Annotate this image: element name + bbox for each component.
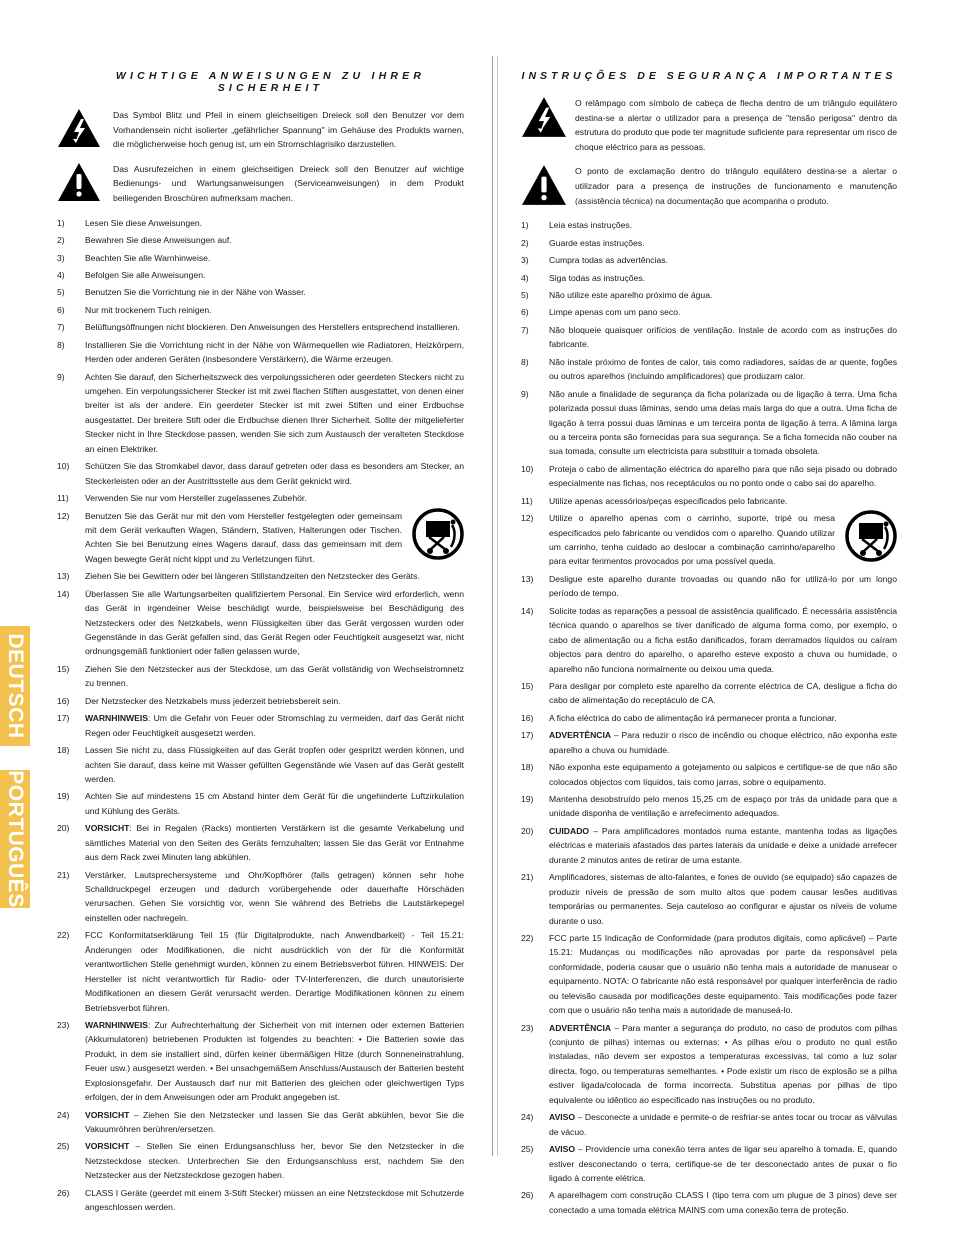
- portuguese-section-title: INSTRUÇÕES DE SEGURANÇA IMPORTANTES: [521, 70, 897, 82]
- item-body: Verstärker, Lautsprechersysteme und Ohr/Kopfhörer (falls getragen) können sehr hohe Schalldruckpegel erzeugen und dadurch vorübergehende oder dauerhafte Hörschäden verursachen. Gehen Sie vorsichtig vor, wenn Sie während des Betriebs die Lautstärkepegel einstellen oder nachregeln.: [85, 869, 464, 923]
- german-item-3: [57, 251, 464, 265]
- item-warning-label: WARNHINWEIS: [85, 713, 149, 724]
- item-number: 23): [57, 1019, 70, 1030]
- item-body: Schützen Sie das Stromkabel davor, dass darauf getreten oder dass es besonders am Stecker, an Steckerleisten oder an der Austrittsstelle aus dem Gerät geknickt wird.: [85, 461, 464, 486]
- portuguese-item-6: [521, 305, 897, 319]
- item-body: – Desconecte a unidade e permite-o de resfriar-se antes tocar ou trocar as válvulas de vácuo.: [549, 1112, 897, 1137]
- item-body: Não utilize este aparelho próximo de água.: [549, 290, 713, 301]
- portuguese-item-22: [521, 931, 897, 1018]
- item-text: [85, 320, 464, 334]
- portuguese-item-24: [521, 1110, 897, 1139]
- german-item-7: [57, 320, 464, 334]
- item-body: FCC parte 15 Indicação de Conformidade (para produtos digitais, como aplicável) – Parte 15.21: Mudanças ou modificações não aprovadas por parte da responsável pela conformidade, poderia causar que o usuário não tenha mais a autoridade de manusear o equipamento. NOTA: O fabricante não está responsável por qualquer interferência de radio ou televisão causada por modificações deste equipamento. Tais modificações pode fazer com que o usuário não tenha mais a autoridade de manuseá-lo.: [549, 932, 897, 1016]
- item-number: 25): [521, 1144, 534, 1155]
- item-body: Não instale próximo de fontes de calor, tais como radiadores, saídas de ar quente, fogões ou outros aparelhos (incluindo amplificadores) que produzam calor.: [549, 356, 897, 382]
- item-number: 9): [521, 388, 529, 399]
- item-warning-label: ADVERTÊNCIA: [549, 1022, 612, 1033]
- item-number: 6): [521, 307, 529, 318]
- item-body: – Para reduzir o risco de incêndio ou choque eléctrico, não exponha este aparelho a chuva ou humidade.: [549, 730, 897, 755]
- exclamation-symbol-block: [57, 162, 464, 206]
- item-body: FCC Konformitatserklärung Teil 15 (für Digitalprodukte, nach Anwendbarkeit) - Teil 15.21: Änderungen oder Modifikationen, die nicht ausdrücklich von der für die Konformität verantwortlichen Stelle genehmigt wurden, können zu einem Betriebsverbot führen. HINWEIS: Der Hersteller ist nicht verantwortlich für Radio- oder TV-Interferenzen, die durch unautorisierte Modifikationen an diesem Gerät verursacht werden. Derartige Modifikationen können zu einem Betriebsverbot führen.: [85, 930, 464, 1013]
- item-body: Beachten Sie alle Warnhinweise.: [85, 252, 211, 263]
- item-body: : Um die Gefahr von Feuer oder Stromschlag zu vermeiden, darf das Gerät nicht Regen oder Feuchtigkeit ausgesetzt werden.: [85, 713, 464, 738]
- item-text: [85, 1186, 464, 1215]
- portuguese-item-8: [521, 355, 897, 384]
- item-number: 5): [57, 287, 65, 298]
- language-tab-deutsch-label: DEUTSCH: [4, 633, 27, 739]
- item-body: Solicite todas as reparações a pessoal de assistência qualificado. É necessária assistência técnica quando o aparelhos se tiver danificado de alguma forma como, por exemplo, o cabo de alimentação ou a ficha estão danificados, foram derramados líquidos ou caíram objectos para dentro do aparelho, o aparelho esteve exposto a chuva ou humidade, o aparelho não funciona normalmente ou deixou uma queda.: [549, 605, 897, 674]
- german-item-17: [57, 711, 464, 740]
- item-text: [85, 251, 464, 265]
- item-number: 16): [521, 712, 534, 723]
- item-text: [85, 928, 464, 1015]
- item-text: [549, 572, 897, 601]
- portuguese-item-11: [521, 494, 897, 508]
- portuguese-item-21: [521, 870, 897, 928]
- item-warning-label: VORSICHT: [85, 823, 130, 834]
- german-item-8: [57, 338, 464, 367]
- item-body: – Para amplificadores montados numa estante, mantenha todas as ligações eléctricas e materiais afastados das partes laterais da unidade e deixe a unidade arrefecer durante 2 minutos antes de retirar de uma estante.: [549, 825, 897, 865]
- language-tab-portugues[interactable]: [0, 770, 30, 908]
- item-text: [549, 1142, 897, 1185]
- item-body: Leia estas instruções.: [549, 220, 633, 231]
- lightning-warning-icon: [521, 96, 567, 138]
- item-body: Befolgen Sie alle Anweisungen.: [85, 269, 206, 280]
- item-number: 21): [57, 869, 70, 880]
- portuguese-item-19: [521, 792, 897, 821]
- german-item-24: [57, 1108, 464, 1137]
- german-item-16: [57, 694, 464, 708]
- item-body: CLASS I Geräte (geerdet mit einem 3-Stift Stecker) müssen an eine Netzsteckdose mit Schutzerde angeschlossen werden.: [85, 1187, 464, 1213]
- item-warning-label: AVISO: [549, 1112, 576, 1123]
- column-divider: [492, 56, 493, 1156]
- item-text: [549, 236, 897, 250]
- item-warning-label: AVISO: [549, 1144, 576, 1155]
- item-text: [85, 1139, 464, 1182]
- cart-item-wrap: [549, 511, 897, 569]
- german-item-13: [57, 569, 464, 583]
- item-body: – Para manter a segurança do produto, no caso de produtos com pilhas (conjunto de pilhas) internas ou externas: • As pilhas e/ou o produto no qual estão instaladas, não devem ser expostos a temperaturas excessivas, tal como a luz solar directa, fogo, ou temperaturas semelhantes. • Pode existir um risco de explosão se a pilha estiver ligada/colocada de forma incorrecta. Substitua apenas por pilhas de tipo equivalente ou idêntico ao especificado nas instruções ou no produto.: [549, 1022, 897, 1105]
- portuguese-item-20: [521, 824, 897, 867]
- lightning-symbol-block: [521, 96, 897, 154]
- item-text: [85, 370, 464, 457]
- german-item-4: [57, 268, 464, 282]
- item-number: 10): [521, 463, 534, 474]
- german-item-2: [57, 233, 464, 247]
- portuguese-item-12: [521, 511, 897, 569]
- item-text: [85, 1018, 464, 1105]
- item-warning-label: VORSICHT: [85, 1141, 130, 1152]
- item-body: : Bei in Regalen (Racks) montierten Verstärkern ist die gesamte Verkabelung und sämtliches Material von den Seiten des Geräts fernzuhalten; lassen Sie das Gerät vor Entnahme aus dem Rack zwei Minuten lang abkühlen.: [85, 823, 464, 863]
- item-text: [549, 462, 897, 491]
- item-number: 19): [57, 791, 70, 802]
- item-text: [549, 824, 897, 867]
- item-body: Lesen Sie diese Anweisungen.: [85, 217, 203, 228]
- item-warning-label: VORSICHT: [85, 1109, 130, 1120]
- item-body: Benutzen Sie das Gerät nur mit den vom Hersteller festgelegten oder gemeinsam mit dem Gerät verkauften Wagen, Ständern, Stativen, Halterungen oder Tischen. Achten Sie bei Benutzung eines Wagens darauf, dass das gemeinsam mit dem Wagen bewegte Gerät nicht kippt und zu Verletzungen führt.: [85, 510, 402, 564]
- item-text: [85, 338, 464, 367]
- german-section-title: WICHTIGE ANWEISUNGEN ZU IHRER SICHERHEIT: [115, 70, 426, 94]
- item-text: [85, 711, 464, 740]
- item-number: 22): [57, 930, 70, 941]
- item-number: 3): [521, 255, 529, 266]
- item-text: [85, 509, 402, 567]
- german-item-25: [57, 1139, 464, 1182]
- german-item-23: [57, 1018, 464, 1105]
- exclamation-symbol-description: Das Ausrufezeichen in einem gleichseitigen Dreieck soll den Benutzer auf wichtige Bedienungs- und Wartungsanweisungen (Serviceanweisungen) in dem Produkt beiliegenden Broschüren aufmerksam machen.: [113, 163, 464, 204]
- item-body: – Stellen Sie einen Erdungsanschluss her, bevor Sie den Netzstecker in die Netzsteckdose stecken. Unterbrechen Sie den Erdungsanschluss erst, nachdem Sie den Netzstecker aus der Netzsteckdose gezogen haben.: [85, 1141, 464, 1181]
- exclamation-symbol-description: O ponto de exclamação dentro do triângulo equilátero destina-se a alertar o utilizador para a presença de instruções de funcionamento e manutenção (assistência técnica) na documentação que acompanha o produto.: [575, 166, 897, 206]
- item-body: Cumpra todas as advertências.: [549, 255, 668, 266]
- portuguese-item-4: [521, 271, 897, 285]
- item-body: Não exponha este equipamento a gotejamento ou salpicos e certifique-se de que não são colocados objectos com líquidos, tais como jarras, sobre o equipamento.: [549, 762, 897, 787]
- item-text: [85, 216, 464, 230]
- item-text: [85, 303, 464, 317]
- item-text: [85, 743, 464, 786]
- item-number: 7): [57, 322, 65, 333]
- item-text: [85, 459, 464, 488]
- portuguese-item-1: [521, 218, 897, 232]
- item-text: [549, 792, 897, 821]
- exclamation-symbol-block: [521, 164, 897, 208]
- portuguese-item-9: [521, 387, 897, 459]
- item-body: Desligue este aparelho durante trovoadas ou quando não for utilizá-lo por um longo período de tempo.: [549, 573, 897, 599]
- item-body: Installieren Sie die Vorrichtung nicht in der Nähe von Wärmequellen wie Radiatoren, Heizkörpern, Herden oder anderen Geräten (insbesondere Verstärkern), die Wärme erzeugen.: [85, 339, 464, 365]
- exclamation-warning-icon: [521, 164, 567, 206]
- item-text: [85, 694, 464, 708]
- item-number: 5): [521, 290, 529, 301]
- item-body: Utilize apenas acessórios/peças especificados pelo fabricante.: [549, 495, 788, 506]
- item-number: 11): [57, 493, 69, 504]
- item-number: 12): [57, 510, 70, 521]
- portuguese-item-26: [521, 1188, 897, 1217]
- cart-item-wrap: [85, 509, 464, 567]
- item-body: Amplificadores, sistemas de alto-falantes, e fones de ouvido (se equipado) são capazes de produzir níveis de pressão de som muito altos que podem causar lesões auditivas temporárias ou permanentes. Seja cauteloso ao configurar e ajustar os níveis de volume durante o uso.: [549, 872, 897, 926]
- item-body: – Ziehen Sie den Netzstecker und lassen Sie das Gerät abkühlen, bevor Sie die Vakuumröhren berühren/ersetzen.: [85, 1109, 464, 1135]
- german-item-20: [57, 821, 464, 864]
- portuguese-item-25: [521, 1142, 897, 1185]
- portuguese-item-18: [521, 760, 897, 789]
- item-number: 11): [521, 495, 533, 506]
- item-body: Achten Sie auf mindestens 15 cm Abstand hinter dem Gerät für die ungehinderte Luftzirkulation und Kühlung des Geräts.: [85, 791, 464, 816]
- item-text: [549, 604, 897, 676]
- item-body: Der Netzstecker des Netzkabels muss jederzeit betriebsbereit sein.: [85, 695, 341, 706]
- item-body: A ficha eléctrica do cabo de alimentação irá permanecer pronta a funcionar.: [549, 712, 837, 723]
- item-number: 14): [57, 588, 70, 599]
- portuguese-item-7: [521, 323, 897, 352]
- item-number: 13): [521, 573, 534, 584]
- language-tab-portugues-label: PORTUGUÊS: [4, 770, 27, 908]
- german-item-26: [57, 1186, 464, 1215]
- lightning-symbol-description: Das Symbol Blitz und Pfeil in einem gleichseitigen Dreieck soll den Benutzer vor dem Vorhandensein nicht isolierter „gefährlicher Spannung" im Gehäuse des Produkts warnen, die möglicherweise hoch genug ist, um ein Stromschlagrisiko darzustellen.: [113, 110, 464, 150]
- german-item-22: [57, 928, 464, 1015]
- item-body: Lassen Sie nicht zu, dass Flüssigkeiten auf das Gerät tropfen oder gespritzt werden können, und achten Sie darauf, dass keine mit Wasser gefüllten Gegenstände wie Vasen auf das Gerät gestellt werden.: [85, 745, 464, 784]
- item-text: [549, 218, 897, 232]
- german-item-5: [57, 285, 464, 299]
- item-text: [549, 728, 897, 757]
- item-body: Utilize o aparelho apenas com o carrinho, suporte, tripé ou mesa especificados pelo fabricante ou vendidos com o aparelho. Quando utilizar um carrinho, tenha cuidado ao deslocar a combinação carrinho/aparelho para evitar ferimentos provocados por uma possível queda.: [549, 513, 835, 567]
- portuguese-item-3: [521, 253, 897, 267]
- german-section: [57, 70, 464, 1218]
- item-text: [85, 1108, 464, 1137]
- item-number: 26): [57, 1187, 70, 1198]
- item-number: 20): [57, 823, 70, 834]
- portuguese-instruction-list: [521, 218, 897, 1217]
- item-text: [85, 233, 464, 247]
- item-text: [549, 760, 897, 789]
- item-text: [85, 587, 464, 659]
- portuguese-item-15: [521, 679, 897, 708]
- item-body: Benutzen Sie die Vorrichtung nie in der Nähe von Wasser.: [85, 287, 306, 298]
- item-number: 25): [57, 1141, 70, 1152]
- item-text: [85, 569, 464, 583]
- item-body: Não bloqueie quaisquer orifícios de ventilação. Instale de acordo com as instruções do fabricante.: [549, 324, 897, 350]
- item-body: Não anule a finalidade de segurança da ficha polarizada ou de ligação à terra. Uma ficha polarizada possui duas lâminas, sendo uma delas mais larga do que a outra. Uma ficha de ligação à terra possui duas lâminas e um terceira ponta de ligação à terra. A lâmina larga ou a terceira ponta são fornecidas para sua segurança. Se a ficha fornecida não couber na sua tomada, consulte um electricista para substituir a tomada obsoleta.: [549, 388, 897, 457]
- item-number: 8): [57, 339, 65, 350]
- item-number: 14): [521, 605, 534, 616]
- item-text: [549, 1188, 897, 1217]
- german-item-14: [57, 587, 464, 659]
- german-item-21: [57, 868, 464, 926]
- item-text: [85, 285, 464, 299]
- item-body: Bewahren Sie diese Anweisungen auf.: [85, 235, 232, 246]
- item-number: 9): [57, 371, 65, 382]
- item-text: [85, 662, 464, 691]
- item-text: [549, 387, 897, 459]
- item-number: 1): [57, 217, 65, 228]
- item-body: Verwenden Sie nur vom Hersteller zugelassenes Zubehör.: [85, 493, 307, 504]
- item-body: – Providencie uma conexão terra antes de ligar seu aparelho à tomada. E, quando estiver desconectando o terra, certifique-se de ter desconectado antes de puxar o fio ligado à corrente elétrica.: [549, 1144, 897, 1183]
- portuguese-item-2: [521, 236, 897, 250]
- german-item-12: [57, 509, 464, 567]
- item-text: [85, 789, 464, 818]
- item-number: 24): [57, 1109, 70, 1120]
- item-number: 6): [57, 304, 65, 315]
- item-body: : Zur Aufrechterhaltung der Sicherheit von mit internen oder externen Batterien (Akkumulatoren) betriebenen Produkten ist folgendes zu beachten: • Die Batterien sowie das Produkt, in dem sie installiert sind, dürfen keiner übermäßigen Hitze (durch Sonneneinstrahlung, Feuer usw.) ausgesetzt werden. • Bei unsachgemäßem Anschluss/Austausch der Batterien besteht Explosionsgefahr. Der Austausch darf nur mit Batterien des gleichen oder gleichwertigen Typs erfolgen, der in dem Anweisungen oder am Produkt angegeben ist.: [85, 1019, 464, 1103]
- item-text: [85, 491, 464, 505]
- item-body: Nur mit trockenem Tuch reinigen.: [85, 304, 212, 315]
- item-text: [549, 323, 897, 352]
- german-item-19: [57, 789, 464, 818]
- item-body: Achten Sie darauf, den Sicherheitszweck des verpolungssicheren oder geerdeten Steckers nicht zu umgehen. Ein verpolungssicherer Stecker ist mit zwei flachen Stiften ausgestattet, von denen einer breiter ist als der andere. Ein geerdeter Stecker ist mit zwei Stiften und einer Erdbuchse ausgestattet. Der breitere Stift oder die Erdbuchse dienen Ihrer Sicherheit. Sollte der mitgelieferter Stecker nicht in Ihre Steckdose passen, wenden Sie sich zum Austausch der veralteten Steckdose an einen Elektriker.: [85, 371, 464, 454]
- item-number: 10): [57, 461, 70, 472]
- portuguese-item-13: [521, 572, 897, 601]
- item-body: Siga todas as instruções.: [549, 272, 646, 283]
- item-text: [549, 494, 897, 508]
- item-text: [85, 821, 464, 864]
- item-number: 15): [521, 680, 534, 691]
- german-item-6: [57, 303, 464, 317]
- item-warning-label: ADVERTÊNCIA: [549, 730, 612, 741]
- item-number: 20): [521, 825, 534, 836]
- item-text: [549, 870, 897, 928]
- item-text: [549, 355, 897, 384]
- item-body: Ziehen Sie bei Gewittern oder bei längeren Stillstandzeiten den Netzstecker des Geräts.: [85, 571, 420, 582]
- item-text: [85, 868, 464, 926]
- item-text: [549, 1110, 897, 1139]
- item-text: [549, 271, 897, 285]
- item-number: 8): [521, 356, 529, 367]
- german-item-9: [57, 370, 464, 457]
- portuguese-item-17: [521, 728, 897, 757]
- german-item-18: [57, 743, 464, 786]
- item-body: Ziehen Sie den Netzstecker aus der Steckdose, um das Gerät vollständig von Wechselstromnetz zu trennen.: [85, 663, 464, 689]
- item-text: [549, 511, 835, 569]
- portuguese-item-10: [521, 462, 897, 491]
- item-body: Proteja o cabo de alimentação eléctrica do aparelho para que não seja pisado ou dobrado especialmente nas fichas, nos receptáculos ou no ponto onde o cabo sai do aparelho.: [549, 463, 897, 489]
- item-number: 22): [521, 932, 534, 943]
- item-number: 12): [521, 513, 534, 524]
- item-number: 16): [57, 695, 70, 706]
- item-warning-label: CUIDADO: [549, 825, 590, 836]
- item-number: 2): [57, 235, 65, 246]
- item-body: Belüftungsöffnungen nicht blockieren. Den Anweisungen des Herstellers entsprechend installieren.: [85, 322, 460, 333]
- item-text: [85, 268, 464, 282]
- portuguese-item-14: [521, 604, 897, 676]
- item-number: 19): [521, 794, 534, 805]
- item-text: [549, 253, 897, 267]
- portuguese-item-5: [521, 288, 897, 302]
- cart-tip-over-icon: [412, 507, 464, 565]
- language-tab-deutsch[interactable]: [0, 626, 30, 746]
- lightning-symbol-block: [57, 108, 464, 152]
- item-number: 21): [521, 872, 534, 883]
- lightning-warning-icon: [57, 108, 101, 148]
- column-divider-inner: [497, 56, 498, 1156]
- item-text: [549, 305, 897, 319]
- item-number: 7): [521, 324, 529, 335]
- item-number: 4): [57, 269, 65, 280]
- portuguese-item-23: [521, 1021, 897, 1108]
- item-number: 3): [57, 252, 65, 263]
- item-body: Guarde estas instruções.: [549, 237, 645, 248]
- german-item-11: [57, 491, 464, 505]
- item-number: 4): [521, 272, 529, 283]
- item-body: Überlassen Sie alle Wartungsarbeiten qualifiziertem Personal. Ein Service wird erforderlich, wenn das Gerät in irgendeiner Weise beschädigt wurde, beispielsweise bei Beschädigung des Netzsteckers oder des Netzkabels, wenn Flüssigkeiten über das Gerät vergossen wurden oder Gegenstände in das Gerät gefallen sind, das Gerät Regen oder Feuchtigkeit ausgesetzt war, nicht ordnungsgemäß funktioniert oder fallen gelassen wurde,: [85, 588, 464, 657]
- german-item-15: [57, 662, 464, 691]
- item-number: 15): [57, 663, 70, 674]
- item-text: [549, 931, 897, 1018]
- item-text: [549, 1021, 897, 1108]
- cart-tip-over-icon: [845, 509, 897, 567]
- item-text: [549, 288, 897, 302]
- item-warning-label: WARNHINWEIS: [85, 1019, 149, 1030]
- item-text: [549, 679, 897, 708]
- item-number: 18): [521, 762, 534, 773]
- item-body: Para desligar por completo este aparelho da corrente eléctrica de CA, desligue a ficha do cabo de alimentação do receptáculo de CA.: [549, 680, 897, 706]
- exclamation-warning-icon: [57, 162, 101, 202]
- item-number: 18): [57, 745, 70, 756]
- item-text: [549, 711, 897, 725]
- portuguese-item-16: [521, 711, 897, 725]
- german-item-10: [57, 459, 464, 488]
- item-body: Limpe apenas com um pano seco.: [549, 307, 681, 318]
- item-number: 17): [57, 713, 70, 724]
- portuguese-section: [521, 70, 897, 1220]
- item-number: 2): [521, 237, 529, 248]
- german-instruction-list: [57, 216, 464, 1215]
- item-number: 23): [521, 1022, 534, 1033]
- item-body: A aparelhagem com construção CLASS I (tipo terra com um plugue de 3 pinos) deve ser conectado a uma tomada elétrica MAINS com uma conexão terra de proteção.: [549, 1190, 897, 1215]
- item-body: Mantenha desobstruído pelo menos 15,25 cm de espaço por trás da unidade para que a unidade disponha de ventilação e arrefecimento adequados.: [549, 794, 897, 819]
- item-number: 1): [521, 220, 529, 231]
- item-number: 17): [521, 730, 534, 741]
- item-number: 13): [57, 571, 70, 582]
- item-number: 26): [521, 1190, 534, 1201]
- german-item-1: [57, 216, 464, 230]
- item-number: 24): [521, 1112, 534, 1123]
- lightning-symbol-description: O relâmpago com símbolo de cabeça de flecha dentro de um triângulo equilátero destina-se a alertar o utilizador para a presença de "tensão perigosa" dentro da estrutura do produto que pode ter magnitude suficiente para representar um risco de choque eléctrico para as pessoas.: [575, 98, 897, 152]
